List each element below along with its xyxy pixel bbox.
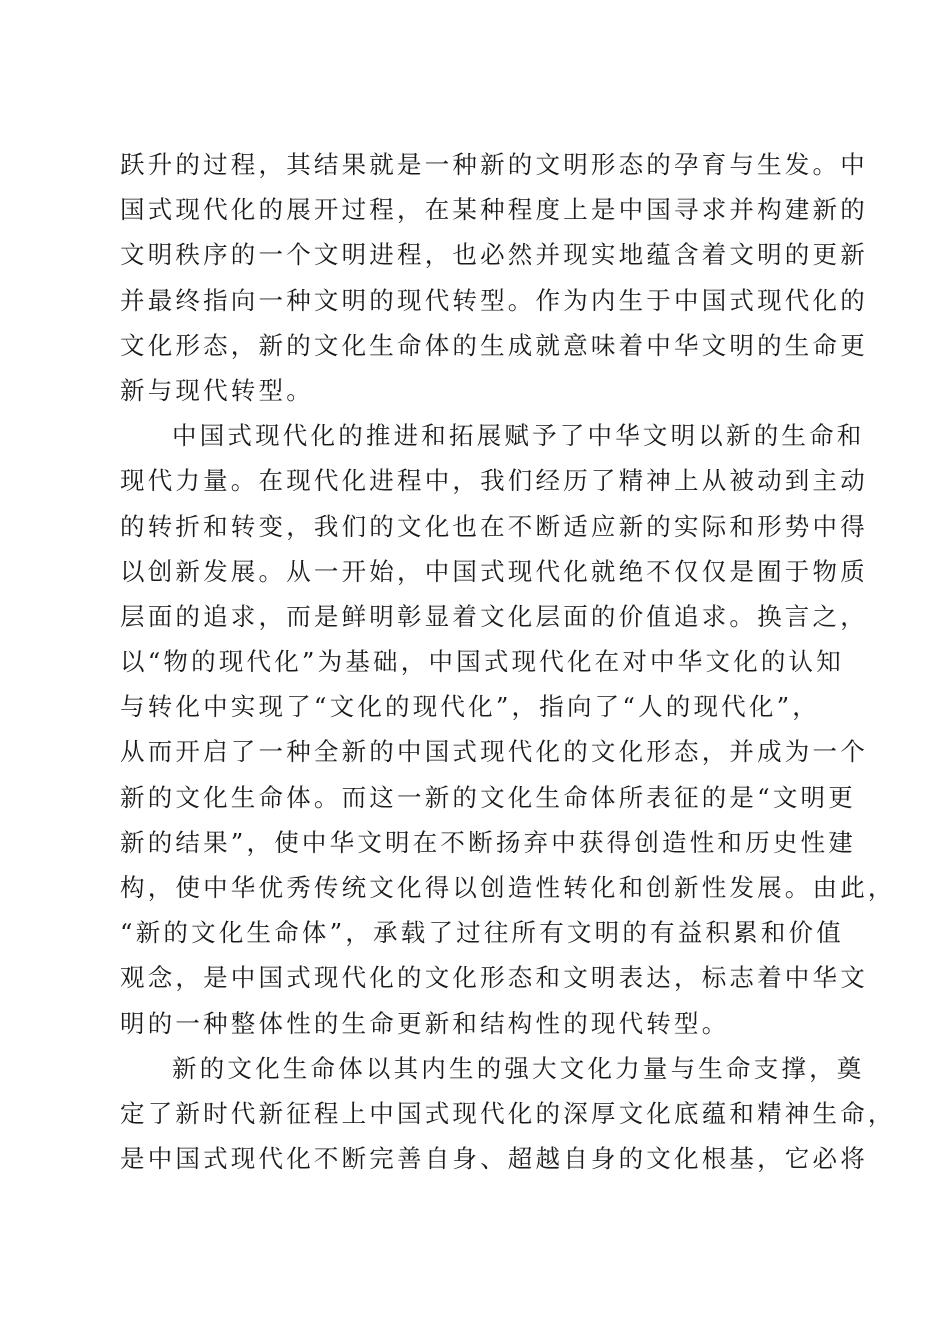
text-line: 跃升的过程，其结果就是一种新的文明形态的孕育与生发。中 (120, 150, 868, 179)
text-line: “新的文化生命体”，承载了过往所有文明的有益积累和价值 (120, 918, 844, 948)
text-line: 文明秩序的一个文明进程，也必然并现实地蕴含着文明的更新 (120, 240, 868, 270)
text-line: 的转折和转变，我们的文化也在不断适应新的实际和形势中得 (120, 511, 868, 541)
paragraph-first-line: 中国式现代化的推进和拓展赋予了中华文明以新的生命和 (172, 421, 865, 451)
text-line: 现代力量。在现代化进程中，我们经历了精神上从被动到主动 (120, 466, 868, 496)
text-line: 层面的追求，而是鲜明彰显着文化层面的价值追求。换言之， (120, 601, 868, 631)
text-line: 定了新时代新征程上中国式现代化的深厚文化底蕴和精神生命， (120, 1098, 896, 1128)
paragraph-first-line: 新的文化生命体以其内生的强大文化力量与生命支撑，奠 (172, 1053, 865, 1083)
text-line: 是中国式现代化不断完善自身、超越自身的文化根基，它必将 (120, 1144, 868, 1174)
text-line: 国式现代化的展开过程，在某种程度上是中国寻求并构建新的 (120, 195, 868, 225)
text-line: 明的一种整体性的生命更新和结构性的现代转型。 (120, 1008, 730, 1038)
text-line: 从而开启了一种全新的中国式现代化的文化形态，并成为一个 (120, 737, 868, 767)
body-text (120, 142, 896, 1181)
text-line: 新的文化生命体。而这一新的文化生命体所表征的是“文明更 (120, 782, 856, 812)
text-line: 与转化中实现了“文化的现代化”，指向了“人的现代化”， (120, 692, 820, 722)
text-line: 构，使中华优秀传统文化得以创造性转化和创新性发展。由此， (120, 873, 896, 902)
text-line: 以“物的现代化”为基础，中国式现代化在对中华文化的认知 (120, 647, 844, 677)
text-line: 并最终指向一种文明的现代转型。作为内生于中国式现代化的 (120, 285, 868, 315)
text-line: 以创新发展。从一开始，中国式现代化就绝不仅仅是囿于物质 (120, 556, 868, 586)
text-line: 文化形态，新的文化生命体的生成就意味着中华文明的生命更 (120, 330, 868, 360)
text-line: 新的结果”，使中华文明在不断扬弃中获得创造性和历史性建 (120, 827, 856, 857)
text-line: 新与现代转型。 (120, 375, 314, 405)
text-line: 观念，是中国式现代化的文化形态和文明表达，标志着中华文 (120, 963, 868, 993)
